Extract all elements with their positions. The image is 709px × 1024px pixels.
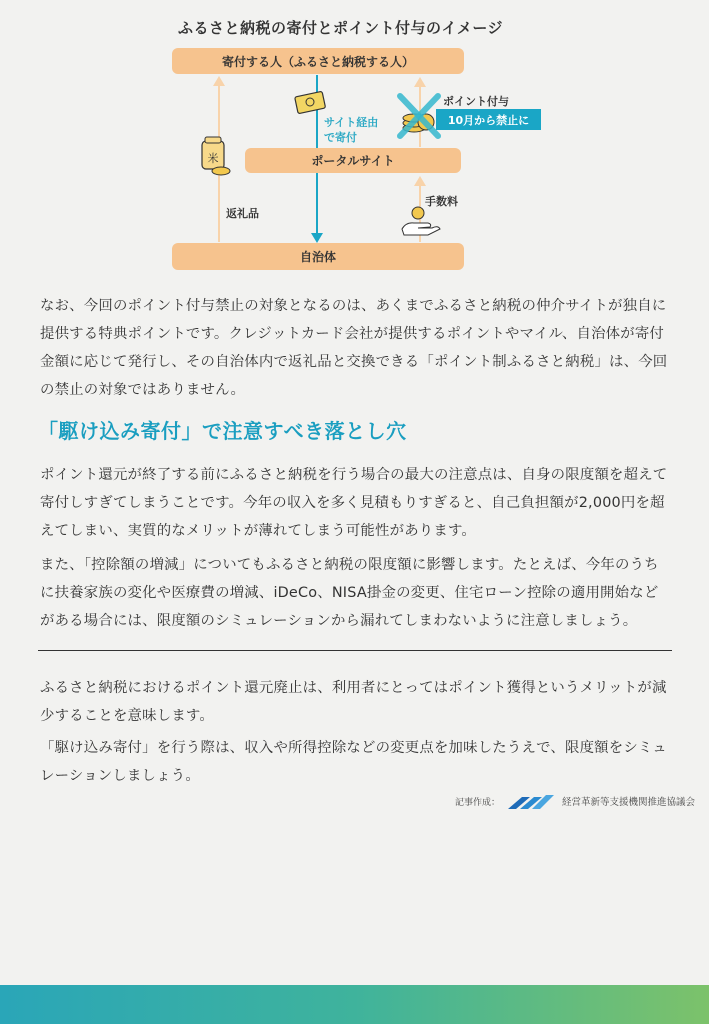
gift-label: 返礼品	[226, 207, 259, 220]
donor-box: 寄付する人（ふるさと納税する人）	[172, 48, 464, 74]
via-site-line-2: で寄付	[324, 131, 357, 144]
municipality-box: 自治体	[172, 243, 464, 270]
footer-gradient-bar	[0, 985, 709, 1024]
ban-badge: 10月から禁止に	[436, 109, 541, 130]
diagram-title: ふるさと納税の寄付とポイント付与のイメージ	[178, 19, 504, 37]
portal-box: ポータルサイト	[245, 148, 461, 173]
article-credit	[455, 793, 695, 809]
section-heading: 「駆け込み寄付」で注意すべき落とし穴	[38, 419, 407, 443]
paragraph-4	[40, 674, 672, 730]
paragraph-5-text: 「駆け込み寄付」を行う際は、収入や所得控除などの変更点を加味したうえで、限度額をシミュレーションしましょう。	[40, 740, 667, 784]
paragraph-1-text: なお、今回のポイント付与禁止の対象となるのは、あくまでふるさと納税の仲介サイトが独自に提供する特典ポイントです。クレジットカード会社が提供するポイントやマイル、自治体が寄付金額に応じて発行し、その自治体内で返礼品と交換できる「ポイント制ふるさと納税」は、今回の禁止の対象ではありません。	[40, 298, 668, 398]
points-label: ポイント付与	[443, 95, 509, 108]
paragraph-2	[40, 461, 672, 545]
paragraph-1	[40, 292, 672, 404]
svg-text:米: 米	[207, 152, 219, 165]
paragraph-5	[40, 734, 672, 790]
org-logo-icon	[508, 793, 554, 809]
paragraph-3	[40, 551, 672, 635]
paragraph-3-text: また、「控除額の増減」についてもふるさと納税の限度額に影響します。たとえば、今年のうちに扶養家族の変化や医療費の増減、iDeCo、NISA掛金の変更、住宅ローン控除の適用開始などがある場合には、限度額のシミュレーションから漏れてしまわないように注意しましょう。	[40, 557, 659, 629]
via-site-label	[324, 115, 378, 145]
paragraph-2-text: ポイント還元が終了する前にふるさと納税を行う場合の最大の注意点は、自身の限度額を超えて寄付しすぎてしまうことです。今年の収入を多く見積もりすぎると、自己負担額が2,000円を超えてしまい、実質的なメリットが薄れてしまう可能性があります。	[40, 467, 668, 539]
credit-org: 経営革新等支援機関推進協議会	[562, 797, 696, 808]
credit-label: 記事作成：	[455, 797, 501, 808]
via-site-line-1: サイト経由	[324, 116, 379, 129]
divider	[38, 650, 672, 651]
points-diagram	[0, 0, 709, 280]
fee-label: 手数料	[425, 195, 458, 208]
paragraph-4-text: ふるさと納税におけるポイント還元廃止は、利用者にとってはポイント獲得というメリットが減少することを意味します。	[40, 680, 667, 724]
rice-bag-icon	[202, 137, 230, 175]
banknote-icon	[295, 91, 326, 113]
